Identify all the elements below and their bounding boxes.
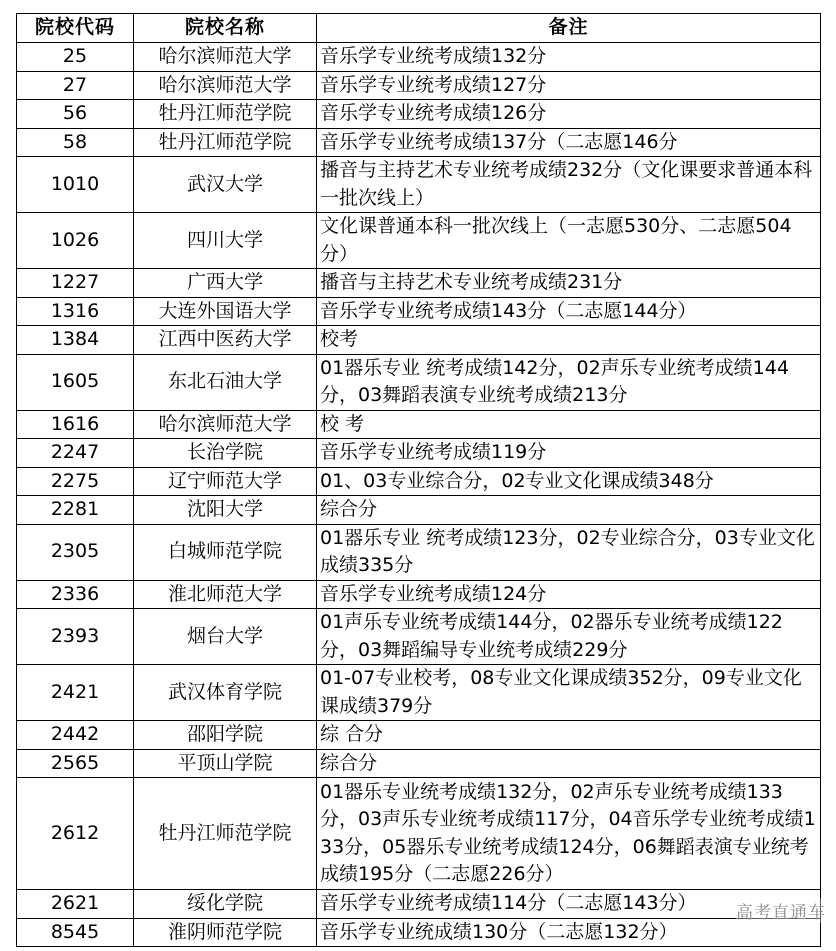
cell-name: 江西中医药大学 [134,326,317,355]
cell-note: 音乐学专业统考成绩126分 [317,100,821,129]
cell-name: 长治学院 [134,439,317,468]
table-row [17,43,821,72]
cell-code: 2305 [17,524,134,580]
cell-code: 2565 [17,749,134,778]
cell-name: 哈尔滨师范大学 [134,43,317,72]
table-row [17,297,821,326]
cell-note: 综合分 [317,496,821,525]
cell-code: 2612 [17,778,134,890]
cell-name: 哈尔滨师范大学 [134,410,317,439]
table-row [17,326,821,355]
cell-code: 2421 [17,665,134,721]
cell-code: 1616 [17,410,134,439]
cell-note: 播音与主持艺术专业统考成绩231分 [317,269,821,298]
cell-name: 武汉体育学院 [134,665,317,721]
cell-name: 邵阳学院 [134,721,317,750]
cell-note: 文化课普通本科一批次线上（一志愿530分、二志愿504分） [317,213,821,269]
cell-name: 淮阴师范学院 [134,918,317,947]
cell-note: 01器乐专业统考成绩132分，02声乐专业统考成绩133分，03声乐专业统考成绩117分，04音乐学专业统考成绩133分，05器乐专业统考成绩124分，06舞蹈表演专业统考成绩195分（二志愿226分） [317,778,821,890]
cell-note: 01-07专业校考，08专业文化课成绩352分，09专业文化课成绩379分 [317,665,821,721]
table-row [17,467,821,496]
cell-code: 1026 [17,213,134,269]
cell-name: 广西大学 [134,269,317,298]
cell-name: 东北石油大学 [134,354,317,410]
cell-code: 2442 [17,721,134,750]
table-row [17,749,821,778]
cell-note: 音乐学专业统考成绩132分 [317,43,821,72]
cell-note: 音乐学专业统考成绩143分（二志愿144分） [317,297,821,326]
cell-note: 综合分 [317,749,821,778]
cell-name: 哈尔滨师范大学 [134,71,317,100]
cell-note: 音乐学专业统成绩130分（二志愿132分） [317,918,821,947]
cell-note: 校考 [317,326,821,355]
cell-name: 白城师范学院 [134,524,317,580]
cell-note: 校 考 [317,410,821,439]
table-row [17,410,821,439]
table-row [17,269,821,298]
cell-note: 综 合分 [317,721,821,750]
cell-note: 音乐学专业统考成绩137分（二志愿146分 [317,128,821,157]
cell-name: 烟台大学 [134,609,317,665]
table-row [17,157,821,213]
cell-code: 2336 [17,580,134,609]
cell-name: 大连外国语大学 [134,297,317,326]
table-row [17,665,821,721]
header-note: 备注 [317,14,821,43]
table-row [17,354,821,410]
cell-name: 平顶山学院 [134,749,317,778]
cell-note: 01器乐专业 统考成绩123分，02专业综合分，03专业文化成绩335分 [317,524,821,580]
table-row [17,213,821,269]
table-row [17,721,821,750]
cell-code: 2621 [17,890,134,919]
watermark-text: 高考直通车 [736,898,826,923]
cell-code: 27 [17,71,134,100]
table-row [17,580,821,609]
cell-code: 1384 [17,326,134,355]
cell-code: 8545 [17,918,134,947]
cell-code: 2393 [17,609,134,665]
cell-note: 播音与主持艺术专业统考成绩232分（文化课要求普通本科一批次线上） [317,157,821,213]
cell-name: 牡丹江师范学院 [134,100,317,129]
cell-code: 1605 [17,354,134,410]
table-row [17,524,821,580]
cell-name: 四川大学 [134,213,317,269]
cell-name: 辽宁师范大学 [134,467,317,496]
header-code: 院校代码 [17,14,134,43]
cell-name: 牡丹江师范学院 [134,778,317,890]
cell-name: 沈阳大学 [134,496,317,525]
table-row [17,609,821,665]
table-row [17,439,821,468]
table-row [17,890,821,919]
cell-name: 牡丹江师范学院 [134,128,317,157]
cell-code: 58 [17,128,134,157]
cell-code: 1010 [17,157,134,213]
cell-name: 淮北师范大学 [134,580,317,609]
header-name: 院校名称 [134,14,317,43]
table-row [17,496,821,525]
cell-code: 56 [17,100,134,129]
cell-code: 2275 [17,467,134,496]
table-row [17,918,821,947]
cell-note: 01声乐专业统考成绩144分，02器乐专业统考成绩122分，03舞蹈编导专业统考成绩229分 [317,609,821,665]
header-row [17,14,821,43]
cell-note: 音乐学专业统考成绩119分 [317,439,821,468]
table-row [17,100,821,129]
cell-code: 1316 [17,297,134,326]
table-row [17,778,821,890]
cell-note: 音乐学专业统考成绩114分（二志愿143分） [317,890,821,919]
table-row [17,71,821,100]
cell-note: 01、03专业综合分，02专业文化课成绩348分 [317,467,821,496]
cell-code: 1227 [17,269,134,298]
cell-note: 音乐学专业统考成绩127分 [317,71,821,100]
cell-code: 2247 [17,439,134,468]
admission-score-table [16,13,821,947]
cell-note: 01器乐专业 统考成绩142分，02声乐专业统考成绩144分，03舞蹈表演专业统考成绩213分 [317,354,821,410]
cell-name: 武汉大学 [134,157,317,213]
cell-code: 2281 [17,496,134,525]
cell-name: 绥化学院 [134,890,317,919]
cell-note: 音乐学专业统考成绩124分 [317,580,821,609]
table-row [17,128,821,157]
cell-code: 25 [17,43,134,72]
